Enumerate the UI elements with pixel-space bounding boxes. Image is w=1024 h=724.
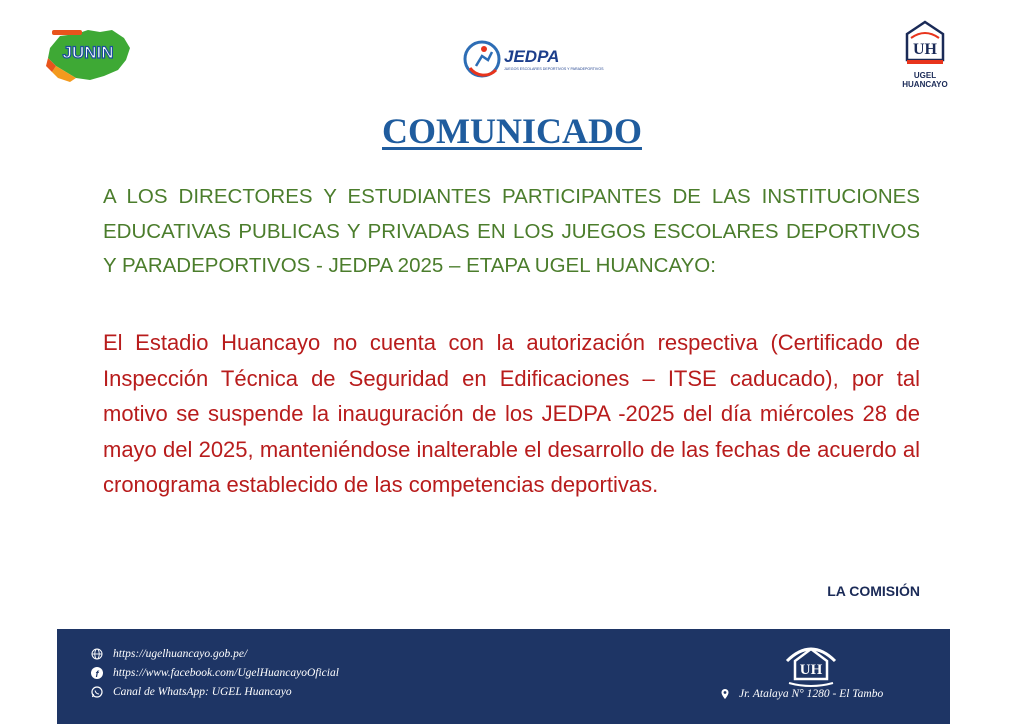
jedpa-logo [462, 38, 604, 80]
footer-address: Jr. Atalaya N° 1280 - El Tambo [739, 688, 884, 700]
jedpa-logo-subtext: JUEGOS ESCOLARES DEPORTIVOS Y PARADEPORTIVOS [504, 67, 604, 71]
footer-website-row[interactable] [91, 648, 247, 660]
footer-facebook[interactable]: https://www.facebook.com/UgelHuancayoOficial [113, 667, 339, 679]
footer-whatsapp[interactable]: Canal de WhatsApp: UGEL Huancayo [113, 686, 292, 698]
whatsapp-icon [91, 686, 103, 698]
body-paragraph: El Estadio Huancayo no cuenta con la autorización respectiva (Certificado de Inspección Técnica de Seguridad en Edificaciones – ITSE caducado), por tal motivo se suspende la inauguración de los JEDPA -2025 del día miércoles 28 de mayo del 2025, manteniéndose inalterable el desarrollo de las fechas de acuerdo al cronograma establecido de las competencias deportivas. [103, 330, 920, 497]
footer-website[interactable]: https://ugelhuancayo.gob.pe/ [113, 648, 248, 660]
ugel-logo [892, 20, 958, 90]
ugel-logo-line1: UGEL [913, 71, 937, 80]
signature: LA COMISIÓN [827, 583, 920, 599]
footer-ugel-logo [779, 639, 843, 695]
ugel-logo-line2: HUANCAYO [902, 80, 948, 89]
footer-logo-text: UH [799, 662, 823, 678]
svg-text:UH: UH [913, 41, 937, 58]
location-pin-icon [719, 688, 731, 700]
document-title: COMUNICADO [382, 111, 642, 151]
intro-paragraph: A LOS DIRECTORES Y ESTUDIANTES PARTICIPANTES DE LAS INSTITUCIONES EDUCATIVAS PUBLICAS Y PRIVADAS EN LOS JUEGOS ESCOLARES DEPORTIVOS Y PARADEPORTIVOS - JEDPA 2025 – ETAPA UGEL HUANCAYO: [103, 185, 920, 277]
footer-facebook-row[interactable] [91, 667, 339, 679]
svg-text:f: f [95, 669, 99, 679]
footer-banner [57, 629, 950, 724]
jedpa-logo-text: JEDPA [504, 47, 560, 66]
footer-whatsapp-row[interactable] [91, 686, 292, 698]
facebook-icon [91, 667, 103, 679]
footer-address-row [719, 688, 883, 700]
junin-logo-text: JUNIN [62, 43, 114, 62]
junin-logo [42, 26, 134, 84]
globe-icon [91, 648, 103, 660]
